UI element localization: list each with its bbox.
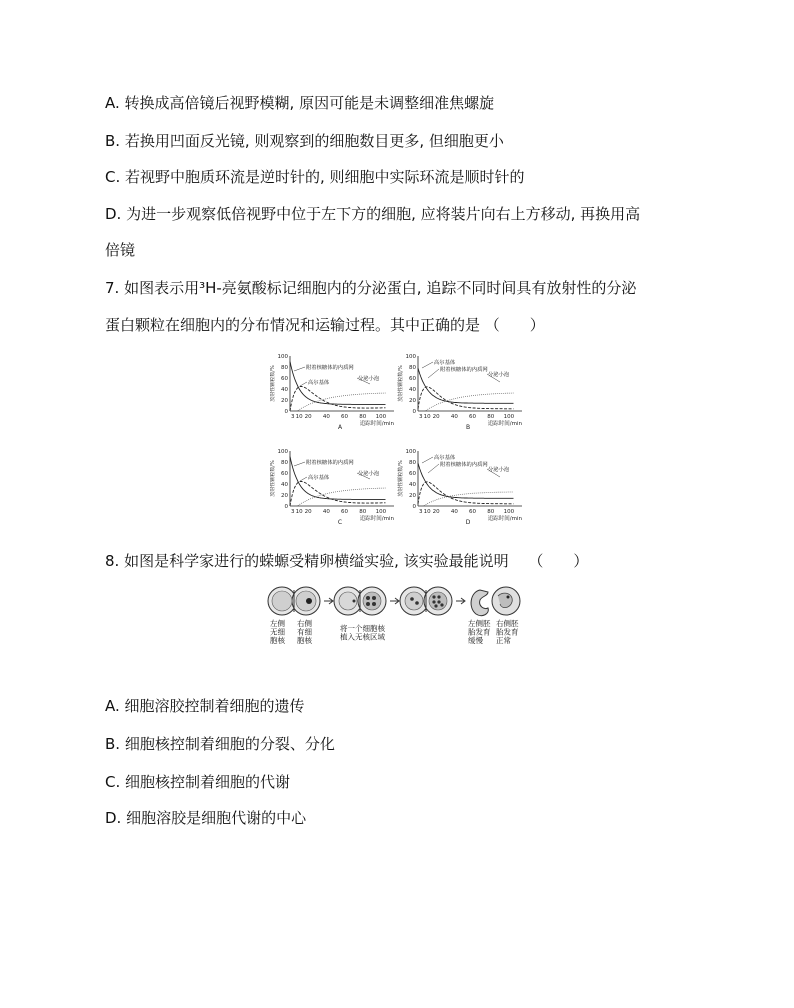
y-tick-label: 20	[281, 398, 288, 404]
label-vesicle: 分泌小泡	[358, 376, 380, 382]
y-tick-label: 100	[277, 354, 288, 360]
x-tick-label: 100	[503, 414, 515, 420]
y-tick-label: 40	[281, 482, 288, 488]
y-axis-label: 放射性颗粒数/%	[398, 365, 404, 402]
label-right-embryo: 右侧胚胎发育正常	[496, 619, 519, 645]
y-tick-label: 20	[409, 398, 416, 404]
y-tick-label: 60	[281, 471, 288, 477]
x-tick-label: 20	[304, 414, 312, 420]
chart-panel-a	[270, 354, 395, 431]
label-leader-line	[422, 457, 433, 463]
label-er: 附着核糖体的内质网	[306, 365, 354, 371]
y-tick-label: 0	[412, 504, 416, 510]
curve-dotted	[418, 393, 514, 411]
y-axis-label: 放射性颗粒数/%	[270, 460, 276, 497]
label-golgi: 高尔基体	[434, 455, 456, 461]
y-tick-label: 80	[281, 460, 288, 466]
label-leader-line	[294, 462, 305, 466]
y-tick-label: 100	[277, 449, 288, 455]
option-8d: D. 细胞溶胶是细胞代谢的中心	[105, 809, 307, 827]
curve-dashed	[418, 387, 514, 409]
x-tick-label: 20	[432, 509, 440, 515]
label-er: 附着核糖体的内质网	[306, 460, 354, 466]
x-tick-label: 60	[341, 509, 349, 515]
chart-panel-c	[270, 449, 395, 526]
x-tick-label: 40	[322, 509, 330, 515]
x-tick-label: 10	[295, 509, 303, 515]
ligated-egg-stage-1	[268, 587, 320, 615]
y-tick-label: 20	[409, 493, 416, 499]
label-golgi: 高尔基体	[434, 360, 456, 366]
curve-dotted	[418, 492, 514, 506]
option-8a: A. 细胞溶胶控制着细胞的遗传	[105, 697, 305, 715]
question-8-line: 8. 如图是科学家进行的蝾螈受精卵横缢实验, 该实验最能说明 （ ）	[105, 552, 589, 570]
x-tick-label: 20	[432, 414, 440, 420]
label-leader-line	[294, 367, 305, 371]
y-tick-label: 80	[409, 460, 416, 466]
label-leader-line	[422, 362, 433, 368]
label-golgi: 高尔基体	[308, 380, 330, 386]
x-tick-label: 60	[469, 414, 477, 420]
question-7-line2: 蛋白颗粒在细胞内的分布情况和运输过程。其中正确的是 （ ）	[105, 316, 545, 334]
x-tick-label: 3	[418, 509, 423, 515]
option-6d-line2: 倍镜	[105, 241, 136, 259]
curve-dashed	[290, 386, 386, 411]
x-tick-label: 3	[418, 414, 423, 420]
x-tick-label: 80	[359, 509, 367, 515]
panel-letter: A	[337, 424, 343, 431]
curve-dashed	[290, 481, 386, 506]
panel-letter: B	[465, 424, 471, 431]
x-tick-label: 80	[487, 414, 495, 420]
x-tick-label: 40	[322, 414, 330, 420]
y-tick-label: 0	[284, 409, 288, 415]
label-right-nucleus: 右侧有细胞核	[297, 619, 312, 645]
y-tick-label: 80	[409, 365, 416, 371]
x-tick-label: 20	[304, 509, 312, 515]
y-tick-label: 40	[409, 387, 416, 393]
option-6c: C. 若视野中胞质环流是逆时针的, 则细胞中实际环流是顺时针的	[105, 168, 525, 186]
y-axis-label: 放射性颗粒数/%	[398, 460, 404, 497]
curve-dashed	[418, 482, 514, 504]
label-left-embryo: 左侧胚胎发育缓慢	[468, 619, 491, 645]
y-tick-label: 60	[409, 471, 416, 477]
option-8c: C. 细胞核控制着细胞的代谢	[105, 773, 291, 791]
y-tick-label: 40	[409, 482, 416, 488]
option-6a: A. 转换成高倍镜后视野模糊, 原因可能是未调整细准焦螺旋	[105, 94, 495, 112]
x-tick-label: 10	[423, 509, 431, 515]
y-tick-label: 100	[405, 449, 416, 455]
question-7-figure	[270, 348, 525, 530]
x-tick-label: 100	[375, 509, 387, 515]
x-tick-label: 100	[375, 414, 387, 420]
x-axis-label: 追踪时间/min	[487, 516, 522, 522]
x-axis-label: 追踪时间/min	[487, 421, 522, 427]
ligated-egg-stage-3	[400, 587, 452, 615]
x-tick-label: 3	[290, 509, 295, 515]
x-tick-label: 10	[423, 414, 431, 420]
label-leader-line	[300, 382, 307, 386]
panel-letter: D	[465, 519, 471, 526]
y-tick-label: 0	[412, 409, 416, 415]
x-tick-label: 10	[295, 414, 303, 420]
y-axis-label: 放射性颗粒数/%	[270, 365, 276, 402]
option-6b: B. 若换用凹面反光镜, 则观察到的细胞数目更多, 但细胞更小	[105, 132, 504, 150]
label-transplant: 将一个细胞核植入无核区域	[340, 624, 385, 642]
label-left-no-nucleus: 左侧无细胞核	[270, 619, 285, 645]
label-leader-line	[300, 477, 307, 481]
y-tick-label: 80	[281, 365, 288, 371]
y-tick-label: 100	[405, 354, 416, 360]
label-golgi: 高尔基体	[308, 475, 330, 481]
label-vesicle: 分泌小泡	[488, 467, 510, 473]
x-tick-label: 60	[469, 509, 477, 515]
x-tick-label: 40	[450, 414, 458, 420]
x-axis-label: 追踪时间/min	[359, 516, 394, 522]
label-vesicle: 分泌小泡	[358, 471, 380, 477]
embryos	[471, 587, 520, 616]
label-leader-line	[428, 369, 439, 378]
y-tick-label: 40	[281, 387, 288, 393]
x-tick-label: 3	[290, 414, 295, 420]
x-tick-label: 100	[503, 509, 515, 515]
y-tick-label: 60	[409, 376, 416, 382]
label-er: 附着核糖体的内质网	[440, 462, 488, 468]
x-tick-label: 80	[487, 509, 495, 515]
chart-panel-b	[397, 354, 523, 431]
x-tick-label: 80	[359, 414, 367, 420]
option-8b: B. 细胞核控制着细胞的分裂、分化	[105, 735, 335, 753]
y-tick-label: 0	[284, 504, 288, 510]
x-tick-label: 60	[341, 414, 349, 420]
y-tick-label: 60	[281, 376, 288, 382]
x-axis-label: 追踪时间/min	[359, 421, 394, 427]
label-leader-line	[428, 464, 439, 473]
panel-letter: C	[337, 519, 343, 526]
y-tick-label: 20	[281, 493, 288, 499]
ligated-egg-stage-2	[334, 587, 386, 615]
chart-panel-d	[397, 449, 523, 526]
option-6d-line1: D. 为进一步观察低倍视野中位于左下方的细胞, 应将装片向右上方移动, 再换用高	[105, 205, 641, 223]
question-7-line1: 7. 如图表示用³H-亮氨酸标记细胞内的分泌蛋白, 追踪不同时间具有放射性的分泌	[105, 279, 637, 297]
question-8-figure	[266, 584, 528, 650]
label-er: 附着核糖体的内质网	[440, 367, 488, 373]
label-vesicle: 分泌小泡	[488, 372, 510, 378]
x-tick-label: 40	[450, 509, 458, 515]
